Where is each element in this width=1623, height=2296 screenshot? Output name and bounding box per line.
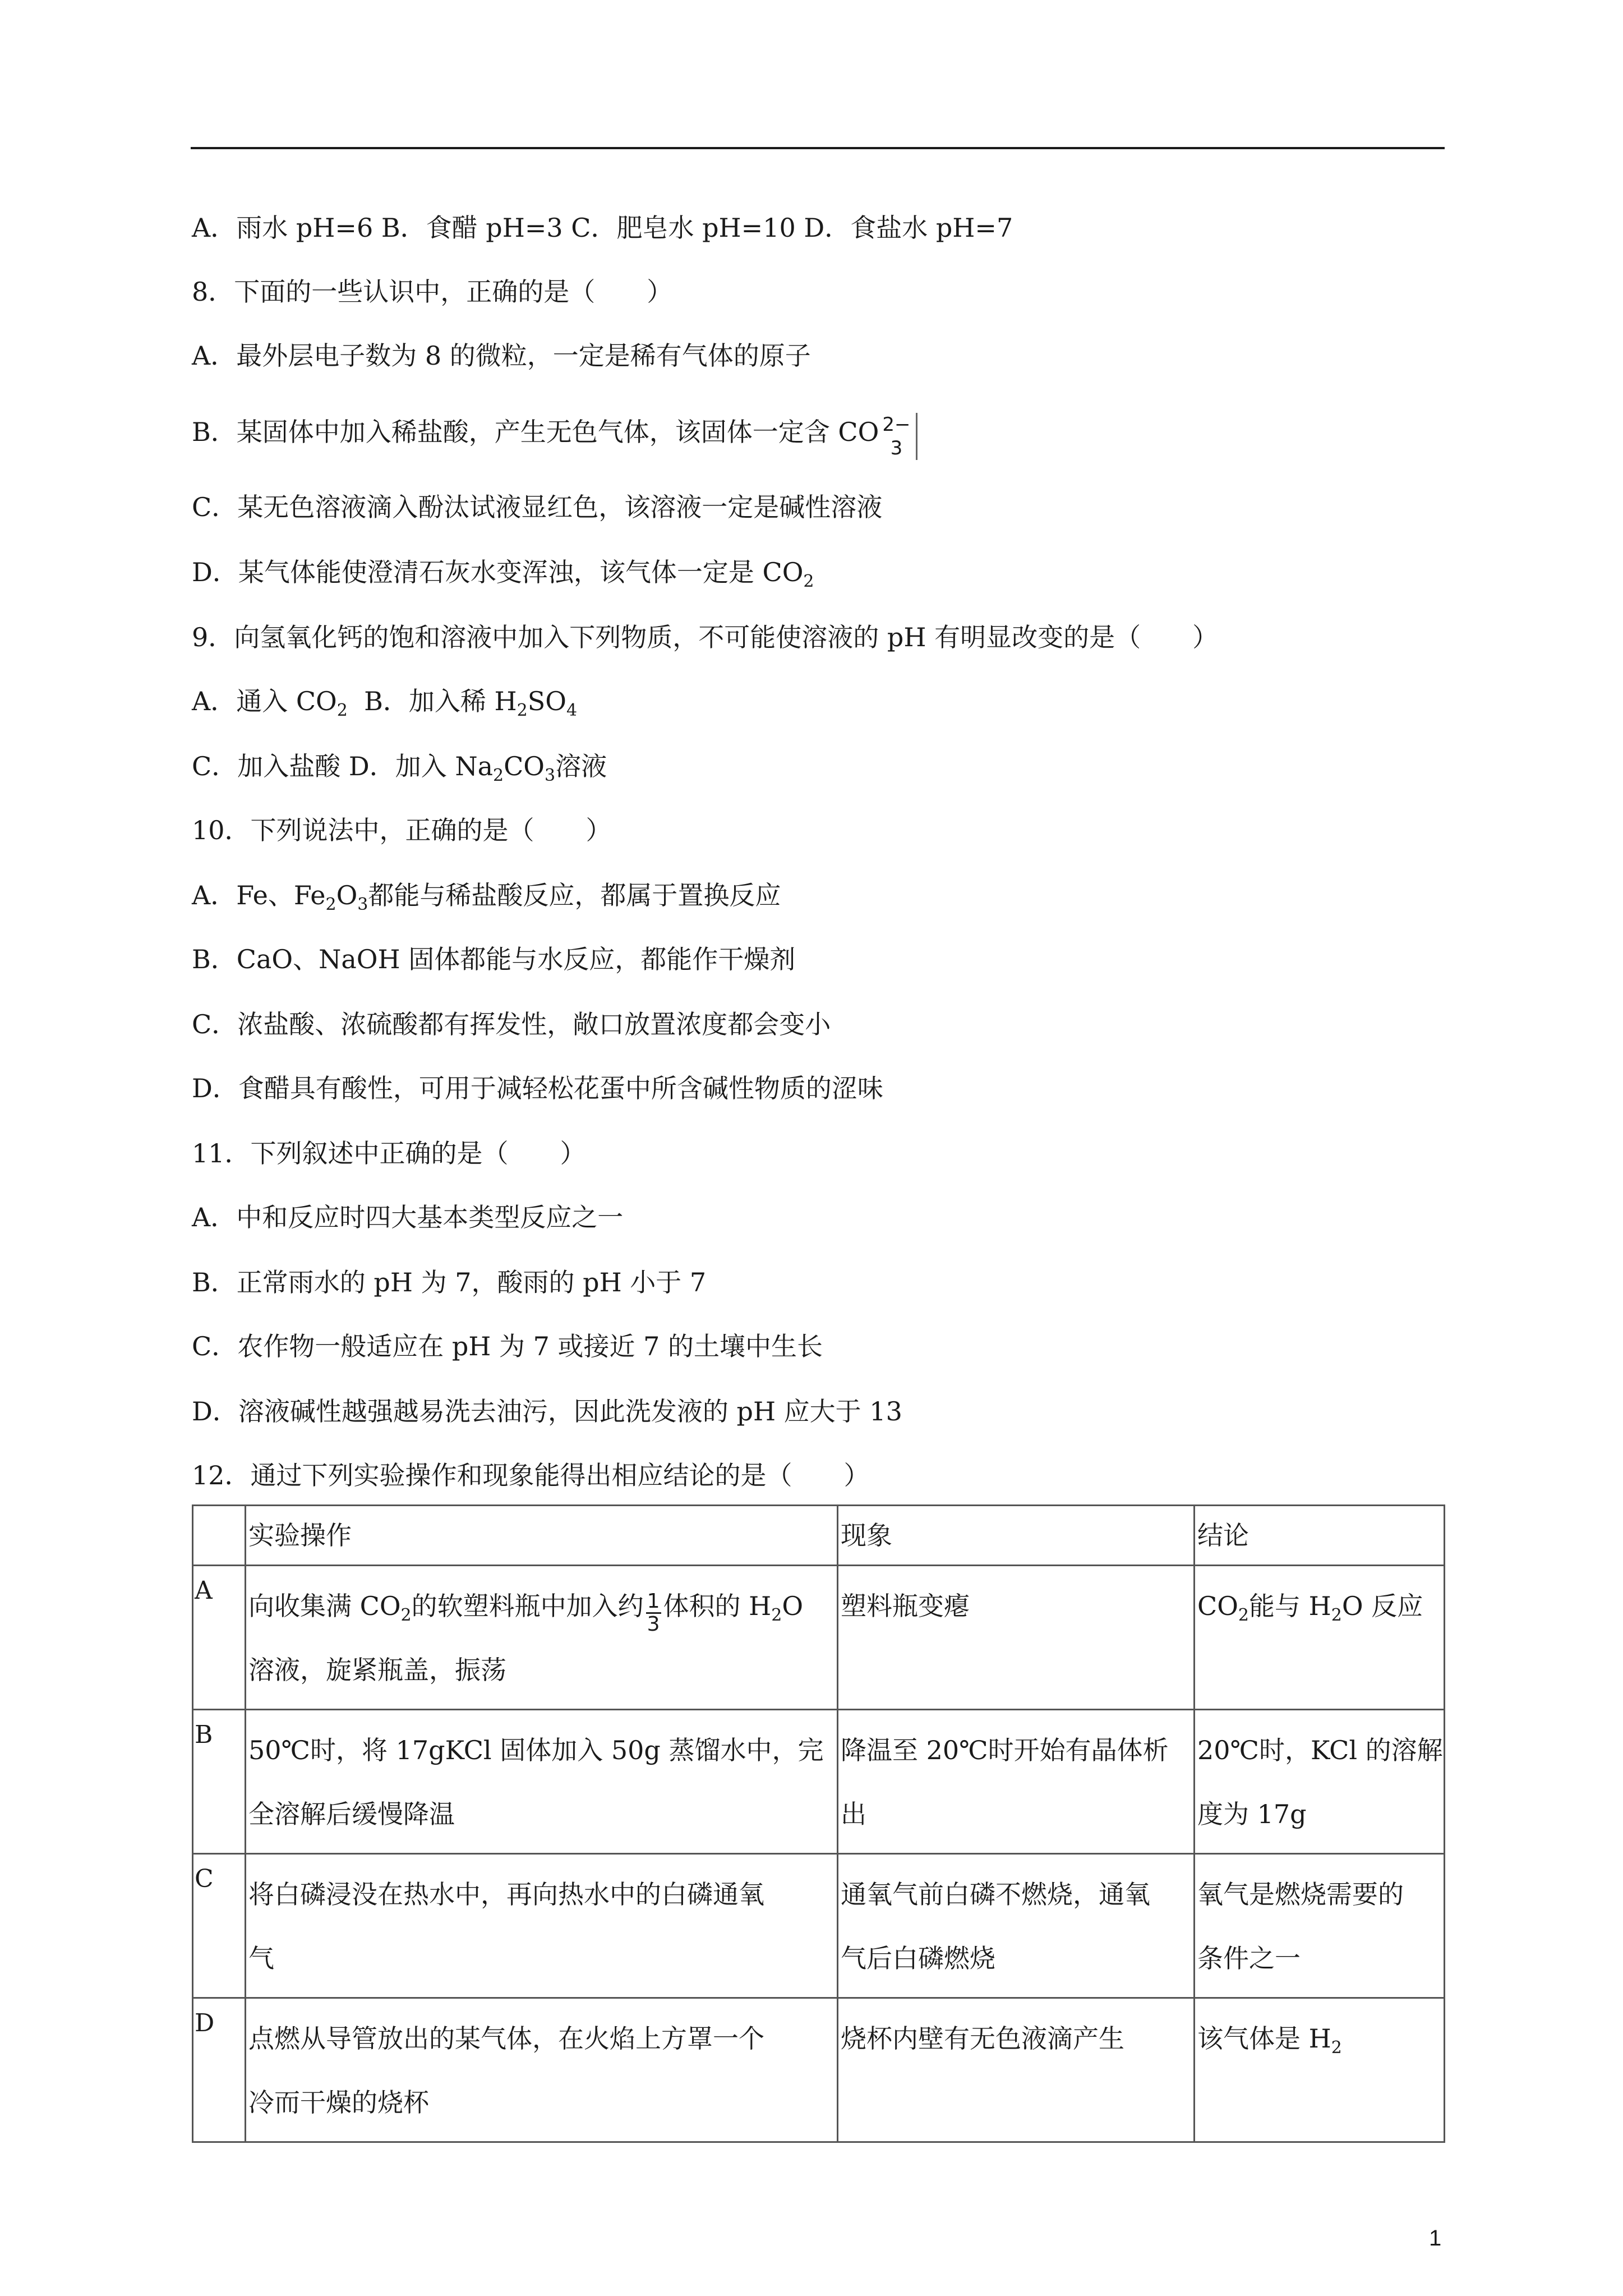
- q10-a-text: A．Fe、Fe: [192, 880, 326, 910]
- row-operation: [246, 1998, 838, 2142]
- concl-text: 能与 H: [1249, 1591, 1331, 1621]
- carbonate-ion-superscript: [882, 413, 917, 460]
- q9-b-sub1: 2: [517, 701, 528, 720]
- q9-a-sub: 2: [336, 701, 348, 720]
- row-conclusion: [1195, 1854, 1445, 1998]
- op-text: 体积的 H: [663, 1591, 772, 1621]
- q9-b-text2: SO: [527, 686, 566, 716]
- row-conclusion: [1195, 1998, 1445, 2142]
- op-line: 将白磷浸没在热水中，再向热水中的白磷通氧: [248, 1879, 764, 1910]
- q10-stem: 10．下列说法中，正确的是（ ）: [192, 815, 612, 845]
- op-text: O: [782, 1591, 804, 1621]
- op-line: 气: [248, 1943, 274, 1973]
- concl-line: 度为 17g: [1197, 1799, 1307, 1829]
- one-third-fraction: [646, 1591, 661, 1635]
- header-phenomenon: 现象: [838, 1506, 1195, 1566]
- q9-d-text: CO: [504, 751, 545, 781]
- q8-option-b: [192, 413, 917, 460]
- op-line: 冷而干燥的烧杯: [248, 2087, 429, 2118]
- q9-b-text: B．加入稀 H: [347, 686, 517, 716]
- q9-a-text: A．通入 CO: [192, 686, 337, 716]
- row-operation: [246, 1710, 838, 1854]
- q7-options: A．雨水 pH=6 B．食醋 pH=3 C．肥皂水 pH=10 D．食盐水 pH=7: [192, 213, 1013, 243]
- ph-line: 出: [841, 1799, 866, 1829]
- q8-option-b-text: B．某固体中加入稀盐酸，产生无色气体，该固体一定含 CO: [192, 417, 879, 447]
- row-label: D: [193, 1998, 246, 2142]
- table-header-row: [193, 1506, 1445, 1566]
- concl-text: O 反应: [1341, 1591, 1423, 1621]
- q8-d-subscript: 2: [803, 572, 814, 591]
- q10-option-b: B．CaO、NaOH 固体都能与水反应，都能作干燥剂: [192, 944, 796, 974]
- header-conclusion: 结论: [1195, 1506, 1445, 1566]
- q9-d-post: 溶液: [555, 751, 607, 781]
- row-phenomenon: 烧杯内壁有无色液滴产生: [838, 1998, 1195, 2142]
- ph-line: 通氧气前白磷不燃烧，通氧: [841, 1879, 1150, 1910]
- row-label: C: [193, 1854, 246, 1998]
- row-label: B: [193, 1710, 246, 1854]
- q11-stem: 11．下列叙述中正确的是（ ）: [192, 1138, 586, 1168]
- row-operation: [246, 1854, 838, 1998]
- q10-a-mid: O: [336, 880, 358, 910]
- op-line: 溶液，旋紧瓶盖，振荡: [248, 1655, 506, 1685]
- q10-option-c: C．浓盐酸、浓硫酸都有挥发性，敞口放置浓度都会变小: [192, 1009, 831, 1039]
- q11-option-a: A．中和反应时四大基本类型反应之一: [192, 1202, 624, 1232]
- row-phenomenon: [838, 1854, 1195, 1998]
- op-line: 50℃时，将 17gKCl 固体加入 50g 蒸馏水中，完: [248, 1735, 824, 1765]
- op-text: 的软塑料瓶中加入约: [411, 1591, 644, 1621]
- q12-stem: 12．通过下列实验操作和现象能得出相应结论的是（ ）: [192, 1460, 870, 1490]
- q10-option-d: D．食醋具有酸性，可用于减轻松花蛋中所含碱性物质的涩味: [192, 1073, 883, 1103]
- row-label: A: [193, 1566, 246, 1710]
- header-rule: [191, 147, 1445, 149]
- q8-option-d-text: D．某气体能使澄清石灰水变浑浊，该气体一定是 CO: [192, 557, 804, 587]
- op-line: 全溶解后缓慢降温: [248, 1799, 455, 1829]
- header-operation: 实验操作: [246, 1506, 838, 1566]
- q10-option-a: [192, 878, 781, 912]
- concl-text: CO: [1197, 1591, 1238, 1621]
- concl-sub: 2: [1331, 2038, 1342, 2058]
- row-conclusion: [1195, 1566, 1445, 1710]
- op-sub: 2: [400, 1605, 412, 1625]
- q8-option-a: A．最外层电子数为 8 的微粒，一定是稀有气体的原子: [192, 341, 811, 371]
- q9-cd-text: C．加入盐酸 D．加入 Na: [192, 751, 493, 781]
- table-row: [193, 1854, 1445, 1998]
- concl-sub: 2: [1331, 1605, 1342, 1625]
- q11-option-d: D．溶液碱性越强越易洗去油污，因此洗发液的 pH 应大于 13: [192, 1396, 902, 1427]
- row-phenomenon: 塑料瓶变瘪: [838, 1566, 1195, 1710]
- experiment-table: [192, 1504, 1445, 2143]
- q8-stem: 8．下面的一些认识中，正确的是（ ）: [192, 277, 673, 307]
- concl-line: 条件之一: [1197, 1943, 1301, 1973]
- q8-option-c: C．某无色溶液滴入酚汰试液显红色，该溶液一定是碱性溶液: [192, 492, 883, 522]
- ph-line: 气后白磷燃烧: [841, 1943, 995, 1973]
- q8-option-d: [192, 555, 814, 589]
- table-row: [193, 1566, 1445, 1710]
- q9-d-sub2: 3: [545, 766, 556, 785]
- header-blank: [193, 1506, 246, 1566]
- concl-sub: 2: [1238, 1605, 1249, 1625]
- q9-b-sub2: 4: [566, 701, 578, 720]
- fraction-denominator: 3: [647, 1613, 660, 1636]
- row-operation: [246, 1566, 838, 1710]
- q10-a-sub1: 2: [325, 895, 336, 914]
- ion-charge: 2−: [882, 413, 911, 436]
- q9-options-cd: [192, 749, 607, 783]
- op-line: 点燃从导管放出的某气体，在火焰上方罩一个: [248, 2023, 764, 2054]
- op-sub: 2: [771, 1605, 782, 1625]
- concl-text: 该气体是 H: [1197, 2023, 1331, 2054]
- table-row: [193, 1998, 1445, 2142]
- page-number: 1: [1429, 2226, 1442, 2251]
- row-phenomenon: [838, 1710, 1195, 1854]
- ion-subscript: 3: [890, 437, 903, 459]
- q9-options-ab: [192, 684, 577, 718]
- q9-d-sub1: 2: [493, 766, 504, 785]
- q10-a-post: 都能与稀盐酸反应，都属于置换反应: [368, 880, 781, 910]
- concl-line: 20℃时，KCl 的溶解: [1197, 1735, 1443, 1765]
- table-row: [193, 1710, 1445, 1854]
- row-conclusion: [1195, 1710, 1445, 1854]
- q11-option-c: C．农作物一般适应在 pH 为 7 或接近 7 的土壤中生长: [192, 1331, 823, 1361]
- q9-stem: 9．向氢氧化钙的饱和溶液中加入下列物质，不可能使溶液的 pH 有明显改变的是（ ）: [192, 622, 1219, 652]
- concl-line: 氧气是燃烧需要的: [1197, 1879, 1404, 1910]
- q11-option-b: B．正常雨水的 pH 为 7，酸雨的 pH 小于 7: [192, 1267, 707, 1297]
- fraction-numerator: 1: [647, 1590, 660, 1613]
- op-text: 向收集满 CO: [248, 1591, 401, 1621]
- ph-line: 降温至 20℃时开始有晶体析: [841, 1735, 1169, 1765]
- q10-a-sub2: 3: [357, 895, 368, 914]
